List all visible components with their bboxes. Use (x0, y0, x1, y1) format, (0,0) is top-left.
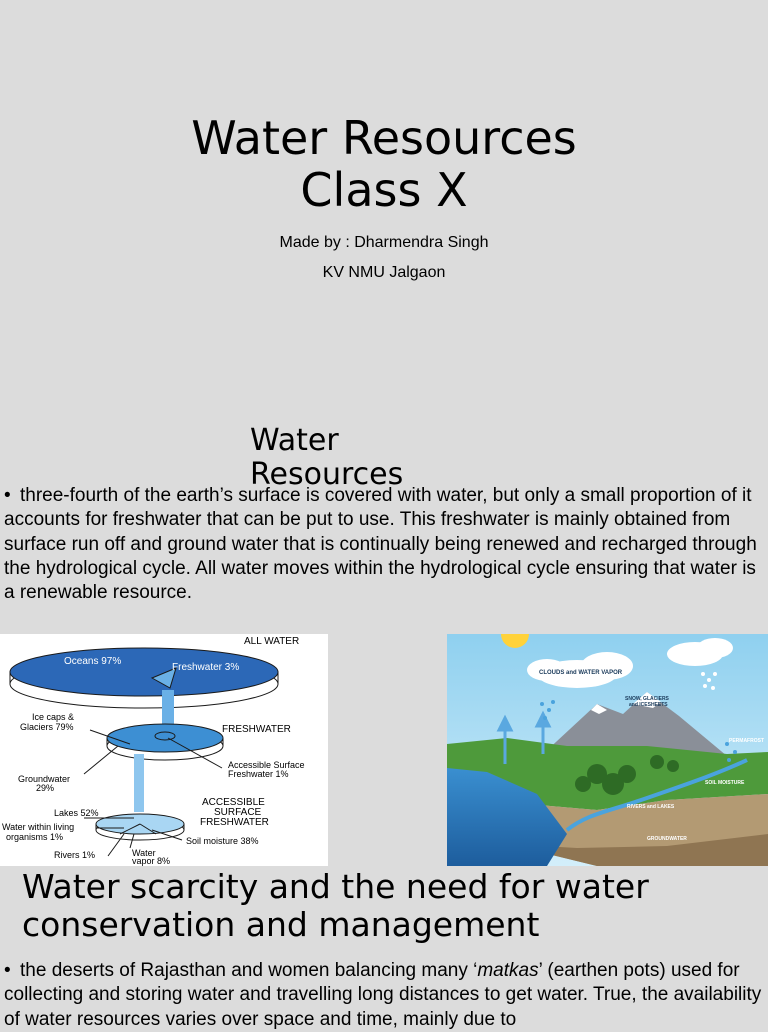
label-all-water: ALL WATER (244, 636, 300, 647)
slide3-bullet (4, 959, 768, 1032)
accessible-stream (134, 754, 144, 812)
label-accessible-1: ACCESSIBLE (202, 797, 265, 808)
label-accessible-2: SURFACE (214, 807, 262, 818)
label-groundwater-2: 29% (36, 783, 55, 793)
cycle-label-clouds: CLOUDS and WATER VAPOR (539, 670, 623, 676)
label-freshwater-heading: FRESHWATER (222, 724, 291, 735)
subtitle-block (0, 228, 768, 288)
slide3-bullet-italic: matkas (477, 960, 539, 981)
cycle-label-rivers: RIVERS and LAKES (627, 804, 675, 810)
cycle-label-snow-2: and ICESHEETS (629, 702, 668, 708)
bullet-marker: • (4, 485, 11, 506)
label-living-1: Water within living (2, 822, 75, 832)
cycle-label-snow-1: SNOW, GLACIERS (625, 696, 669, 702)
label-rivers: Rivers 1% (54, 850, 96, 860)
label-soil: Soil moisture 38% (186, 836, 259, 846)
label-vapor-1: Water (132, 848, 156, 858)
slide3-bullet-before: the deserts of Rajasthan and women balancing many ‘ (20, 960, 478, 981)
presentation-title: Water Resources (191, 111, 577, 165)
label-freshwater: Freshwater 3% (172, 662, 240, 673)
water-distribution-figure (0, 634, 328, 866)
label-oceans: Oceans 97% (64, 656, 122, 667)
label-vapor-2: vapor 8% (132, 856, 171, 866)
bullet-marker: • (4, 960, 11, 981)
presentation-class: Class X (300, 163, 468, 217)
label-ice-caps: Ice caps & (32, 712, 75, 722)
author-line: Made by : Dharmendra Singh (279, 234, 489, 251)
label-glaciers: Glaciers 79% (20, 722, 74, 732)
label-accessible-surface-2: Freshwater 1% (228, 769, 289, 779)
cycle-label-groundwater: GROUNDWATER (647, 836, 687, 842)
slide2-bullet-text: three-fourth of the earth’s surface is covered with water, but only a small proportion of it accounts for freshwater that can be put to use. This freshwater is mainly obtained from surface run off and ground water that is continually being renewed and recharged through the hydrological cycle. All water moves within the hydrological cycle ensuring that water is a renewable resource. (4, 485, 757, 604)
slide2-title: Water Resources (250, 423, 404, 492)
title-block (0, 112, 768, 216)
cycle-label-permafrost: PERMAFROST (729, 738, 764, 744)
label-accessible-surface-1: Accessible Surface (228, 760, 305, 770)
label-groundwater-1: Groundwater (18, 774, 71, 784)
water-cycle-illustration (447, 634, 768, 866)
slide2-bullet (4, 484, 768, 605)
slide3-title: Water scarcity and the need for water conservation and management (22, 867, 649, 944)
label-lakes: Lakes 52% (54, 808, 99, 818)
school-line: KV NMU Jalgaon (322, 264, 446, 281)
slide3-bullet-after: ’ (earthen pots) used for collecting and storing water and travelling long distances to get water. True, the availability of water resources varies over space and time, mainly due to (4, 960, 762, 1030)
cycle-label-soil: SOIL MOISTURE (705, 780, 745, 786)
label-living-2: organisms 1% (6, 832, 64, 842)
freshwater-disc (107, 724, 223, 752)
label-accessible-3: FRESHWATER (200, 817, 269, 828)
